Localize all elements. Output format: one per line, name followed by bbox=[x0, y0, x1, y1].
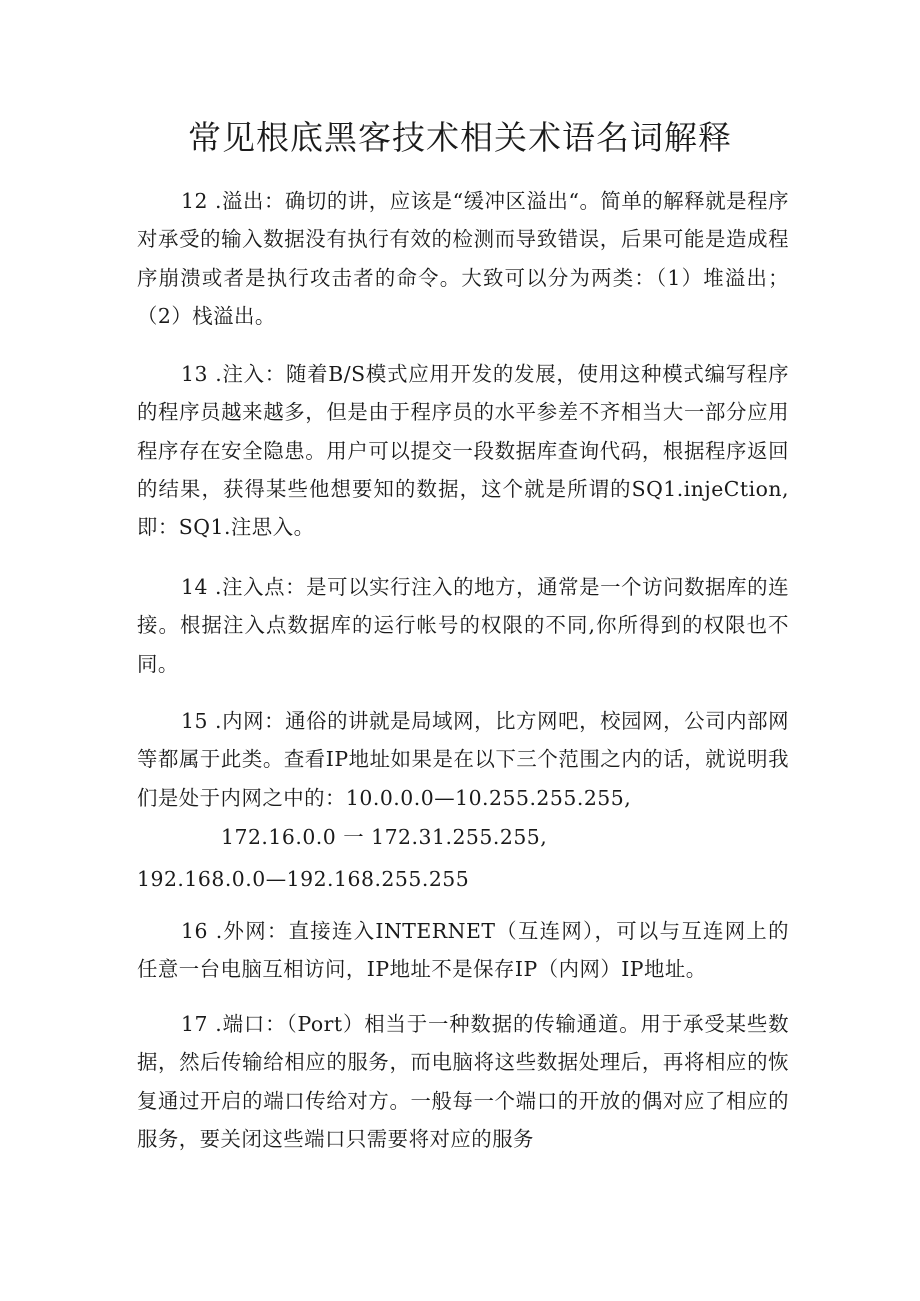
page-title: 常见根底黑客技术相关术语名词解释 bbox=[188, 118, 732, 157]
paragraph-overflow: 12 .溢出：确切的讲，应该是“缓冲区溢出“。简单的解释就是程序对承受的输入数据没有执行有效的检测而导致错误，后果可能是造成程序崩溃或者是执行攻击者的命令。大致可以分为两类：（1）堆溢出；（2）栈溢出。 bbox=[137, 189, 789, 328]
paragraph-port: 17 .端口：（Port）相当于一种数据的传输通道。用于承受某些数据，然后传输给相应的服务，而电脑将这些数据处理后，再将相应的恢复通过开启的端口传给对方。一般每一个端口的开放的偶对应了相应的服务，要关闭这些端口只需要将对应的服务 bbox=[137, 1012, 789, 1151]
paragraph-injection: 13 .注入：随着B/S模式应用开发的发展，使用这种模式编写程序的程序员越来越多，但是由于程序员的水平参差不齐相当大一部分应用程序存在安全隐患。用户可以提交一段数据库查询代码，根据程序返回的结果，获得某些他想要知的数据，这个就是所谓的SQ1.injeCtion,即：SQ1.注思入。 bbox=[137, 362, 789, 540]
paragraph-intranet: 15 .内网：通俗的讲就是局域网，比方网吧，校园网，公司内部网等都属于此类。查看IP地址如果是在以下三个范围之内的话，就说明我们是处于内网之中的：10.0.0.0—10.255.255.255, bbox=[137, 709, 789, 810]
paragraph-injection-point: 14 .注入点：是可以实行注入的地方，通常是一个访问数据库的连接。根据注入点数据库的运行帐号的权限的不同,你所得到的权限也不同。 bbox=[137, 575, 789, 676]
ip-range-line: 192.168.0.0—192.168.255.255 bbox=[137, 867, 470, 891]
paragraph-internet: 16 .外网：直接连入INTERNET（互连网），可以与互连网上的任意一台电脑互相访问，IP地址不是保存IP（内网）IP地址。 bbox=[137, 919, 789, 982]
ip-range-line: 172.16.0.0 一 172.31.255.255, bbox=[221, 825, 548, 849]
